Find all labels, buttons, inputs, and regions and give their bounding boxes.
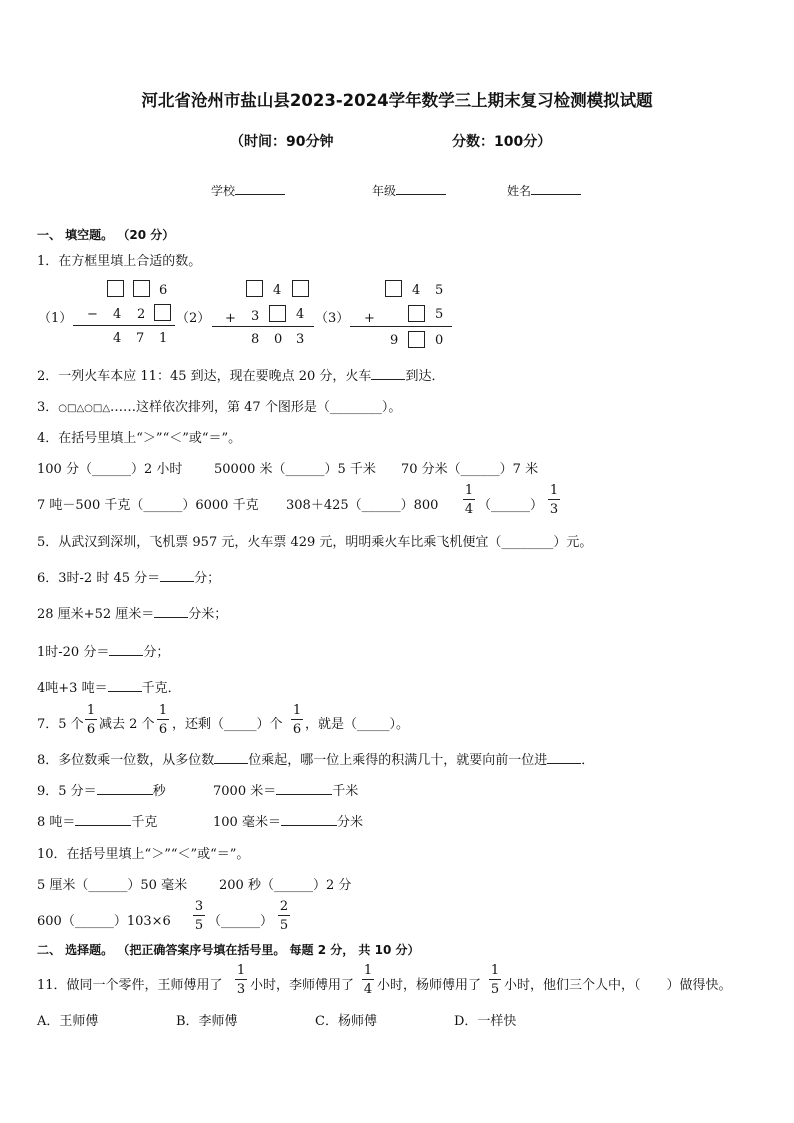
q1-p1-box-a[interactable] [107,280,124,297]
q7-part-d: ，就是（_____）。 [305,717,410,732]
q9-expr: 9．5 分＝ [37,784,97,799]
q6-blank[interactable] [108,679,142,692]
q1-p1-res-digit: 7 [136,331,145,346]
q6-expr: 6．3时-2 时 45 分＝ [37,571,161,586]
q1-p1-operator: − [87,307,98,322]
q6-blank[interactable] [160,569,194,582]
q4-text: 4．在括号里填上“＞”“＜”或“＝”。 [37,431,242,446]
q1-p1-res-digit: 4 [113,331,122,346]
q3-text: ……这样依次排列，第 47 个图形是（________）。 [110,400,402,415]
q1-p1-res-digit: 1 [159,331,168,346]
denominator: 5 [490,982,500,997]
q1-p3-operator: + [364,311,375,326]
q3-line [37,396,401,415]
q6-expr: 28 厘米+52 厘米＝ [37,607,155,622]
q3-prefix: 3． [37,400,59,415]
q10-compare-3: 600（______）103×6 [37,914,171,929]
grade-field [372,182,446,199]
q10-compare-1: 5 厘米（______）50 毫米 [37,878,188,893]
q1-p2-mid-digit: 4 [296,307,305,322]
numerator: 1 [292,703,302,718]
grade-label: 年级 [372,184,397,198]
q4-compare-1: 100 分（______）2 小时 [37,462,183,477]
grade-blank[interactable] [396,182,446,195]
q6-line-3 [37,641,169,660]
q4-fraction [547,484,561,516]
q11-part-c: 小时，杨师傅用了 [377,978,482,993]
q4-compare-3: 70 分米（______）7 米 [401,462,539,477]
q6-expr: 1时-20 分＝ [37,645,110,660]
exam-score: 分数：100分） [452,134,552,150]
q8-text-b: 位乘起，哪一位上乘得的积满几十，就要向前一位进 [248,753,548,768]
q9-item-c [37,811,157,830]
q1-p1-rule [73,325,175,326]
denominator: 3 [549,502,559,517]
denominator: 5 [279,918,289,933]
q8-text-c: ． [581,753,595,768]
q1-p2-mid-digit: 3 [251,309,260,324]
q6-blank[interactable] [154,605,188,618]
q7-part-c: ，还剩（_____）个 [172,717,283,732]
q4-fraction [462,484,476,516]
q4-compare-2: 50000 米（______）5 千米 [214,462,376,477]
q6-unit: 分米； [188,607,228,622]
q10-fraction [192,900,206,932]
q1-p2-box-c[interactable] [269,305,286,322]
q1-p1-box-b[interactable] [133,280,150,297]
q1-p2-operator: + [225,311,236,326]
q11-option-d[interactable]: D．一样快 [454,1014,517,1029]
q10-text: 10．在括号里填上“＞”“＜”或“＝”。 [37,847,250,862]
q7-fraction [84,704,98,736]
q11-fraction [488,964,502,996]
q1-p3-box-a[interactable] [385,280,402,297]
q1-part3-label: （3） [315,311,350,326]
q8-line [37,749,594,768]
q2-blank[interactable] [371,367,405,380]
q1-p2-res-digit: 3 [296,332,305,347]
q9-unit: 秒 [152,784,166,799]
q7-part-b: 减去 2 个 [99,717,155,732]
q6-blank[interactable] [109,643,143,656]
section-2-heading: 二、 选择题。 （把正确答案序号填在括号里。 每题 2 分， 共 10 分） [37,943,420,957]
school-label: 学校 [211,184,236,198]
numerator: 1 [490,963,500,978]
q1-p3-res-digit: 9 [390,333,399,348]
q6-line-1 [37,567,220,586]
q9-blank[interactable] [97,782,153,795]
q1-p1-box-c[interactable] [154,304,171,321]
denominator: 6 [86,722,96,737]
q10-compare-4-blank: （______） [208,914,274,929]
section-1-heading: 一、 填空题。 （20 分） [37,228,175,242]
denominator: 3 [236,982,246,997]
q10-fraction [277,900,291,932]
numerator: 1 [236,963,246,978]
q1-p1-mid-digit: 4 [113,307,122,322]
q10-compare-2: 200 秒（______）2 分 [219,878,352,893]
numerator: 3 [194,899,204,914]
q11-part-a: 11．做同一个零件，王师傅用了 [37,978,223,993]
school-blank[interactable] [235,182,285,195]
q1-p2-box-a[interactable] [246,280,263,297]
q1-part2-label: （2） [176,311,211,326]
page-title: 河北省沧州市盐山县2023-2024学年数学三上期末复习检测模拟试题 [141,91,653,110]
q1-p3-box-c[interactable] [408,331,425,348]
q1-p2-box-b[interactable] [292,280,309,297]
q6-line-2 [37,603,227,622]
q1-p2-res-digit: 0 [274,332,283,347]
q1-p3-res-digit: 0 [435,333,444,348]
q1-p3-mid-digit: 5 [435,307,444,322]
q1-p2-res-digit: 8 [251,332,260,347]
q6-expr: 4吨+3 吨＝ [37,681,108,696]
q2-line [37,365,444,384]
q9-expr: 100 毫米＝ [213,815,281,830]
numerator: 1 [464,483,474,498]
q7-part-a: 7．5 个 [37,717,84,732]
q11-part-b: 小时，李师傅用了 [250,978,355,993]
q5-text: 5．从武汉到深圳，飞机票 957 元，火车票 429 元，明明乘火车比乘飞机便宜（________）元。 [37,535,593,550]
exam-time: （时间：90分钟 [230,134,334,150]
q6-unit: 千克． [141,681,181,696]
q1-part1-label: （1） [38,311,73,326]
q2-tail: 到达． [405,369,445,384]
q8-blank-1[interactable] [214,751,248,764]
denominator: 4 [464,502,474,517]
name-field [507,182,581,199]
denominator: 5 [194,918,204,933]
denominator: 6 [158,722,168,737]
denominator: 4 [363,982,373,997]
q6-unit: 分； [194,571,221,586]
numerator: 1 [549,483,559,498]
q9-expr: 7000 米＝ [213,784,277,799]
numerator: 1 [158,703,168,718]
q1-p3-top-digit: 4 [412,283,421,298]
q1-p3-top-digit: 5 [435,283,444,298]
q11-part-d: 小时，他们三个人中，（ ）做得快。 [504,978,732,993]
numerator: 1 [86,703,96,718]
q11-fraction [234,964,248,996]
q11-fraction [361,964,375,996]
q11-option-a[interactable]: A．王师傅 [37,1014,99,1029]
q1-p3-rule [350,326,452,327]
q11-option-c[interactable]: C．杨师傅 [315,1014,377,1029]
q8-text-a: 8．多位数乘一位数，从多位数 [37,753,215,768]
q9-unit: 千克 [131,815,158,830]
q9-blank[interactable] [276,782,332,795]
q9-blank[interactable] [281,813,337,826]
q8-blank-2[interactable] [547,751,581,764]
numerator: 1 [363,963,373,978]
q1-p2-rule [212,326,314,327]
numerator: 2 [279,899,289,914]
q9-unit: 分米 [336,815,363,830]
q1-p1-top-digit: 6 [159,283,168,298]
q1-text: 1．在方框里填上合适的数。 [37,254,202,269]
q4-compare-4: 7 吨－500 千克（______）6000 千克 [37,498,259,513]
school-field [211,182,285,199]
q11-option-b[interactable]: B．李师傅 [176,1014,238,1029]
q3-shape-sequence: ○□△○□△ [58,403,111,414]
name-blank[interactable] [531,182,581,195]
q9-blank[interactable] [75,813,131,826]
q2-text: 2．一列火车本应 11：45 到达，现在要晚点 20 分，火车 [37,369,372,384]
q4-compare-6-blank: （______） [478,498,544,513]
q9-item-d [213,811,363,830]
q1-p1-mid-digit: 2 [137,307,146,322]
denominator: 6 [292,722,302,737]
q1-p3-box-b[interactable] [408,305,425,322]
q6-line-4 [37,677,181,696]
q9-item-b [213,780,358,799]
q4-compare-5: 308＋425（______）800 [286,498,439,513]
q9-expr: 8 吨＝ [37,815,76,830]
q9-unit: 千米 [332,784,359,799]
q1-p2-top-digit: 4 [273,283,282,298]
q9-item-a [37,780,166,799]
q7-fraction [290,704,304,736]
name-label: 姓名 [507,184,532,198]
q7-fraction [156,704,170,736]
q6-unit: 分； [143,645,170,660]
